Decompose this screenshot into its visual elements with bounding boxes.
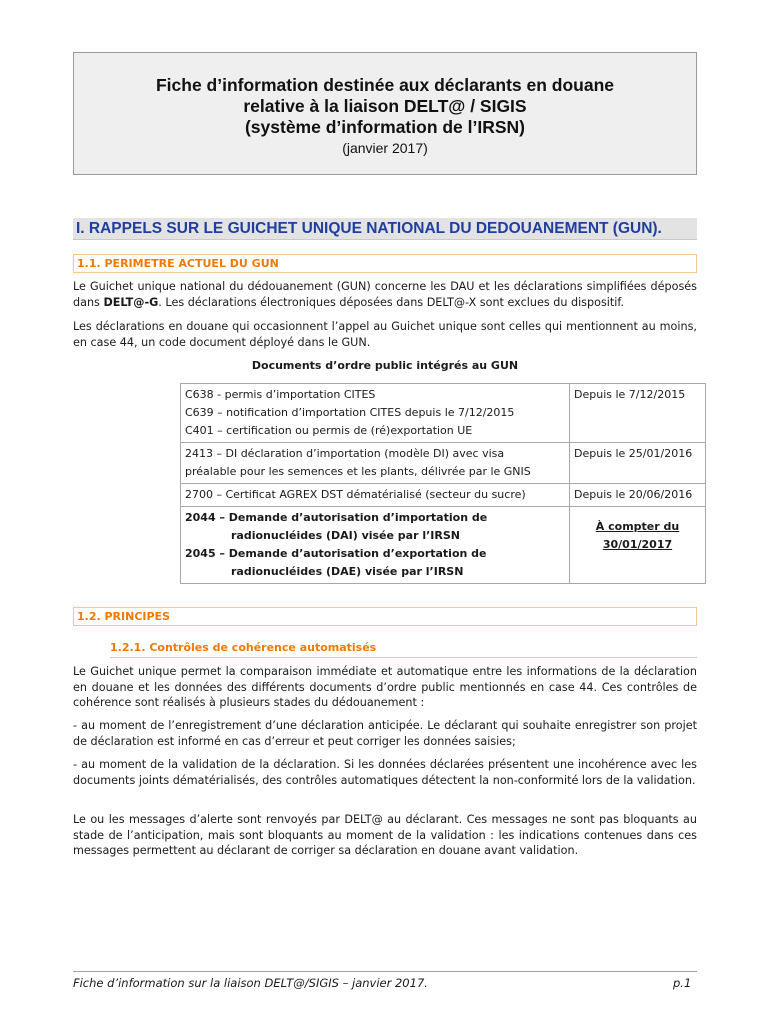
table-cell-documents xyxy=(181,443,570,484)
paragraph-gun-scope-part-a: Le Guichet unique national du dédouanement (GUN) concerne les DAU et les déclarations simplifiées déposés dans xyxy=(73,280,697,309)
paragraph-coherence-intro: Le Guichet unique permet la comparaison immédiate et automatique entre les informations de la déclaration en douane et les données des différents documents d’ordre public mentionnés en case 44. Ces contrôles de cohérence sont réalisés à plusieurs stades du dédouanement : xyxy=(73,665,697,709)
paragraph-anticipation: - au moment de l’enregistrement d’une déclaration anticipée. Le déclarant qui souhaite enregistrer son projet de déclaration est informé en cas d’erreur et peut corriger les données saisies; xyxy=(73,719,697,748)
start-date-label: À compter du xyxy=(595,520,680,533)
footer-divider xyxy=(73,971,697,972)
document-entry: 2413 – DI déclaration d’importation (modèle DI) avec visa xyxy=(185,447,505,460)
table-cell-documents xyxy=(181,507,570,584)
table-cell-date: Depuis le 7/12/2015 xyxy=(570,384,706,443)
paragraph-alert-messages: Le ou les messages d’alerte sont renvoyés par DELT@ au déclarant. Ces messages ne sont pas bloquants au stade de l’anticipation, mais sont bloquants au moment de la validation : les indications contenues dans ces messages permettent au déclarant de corriger sa déclaration en douane avant validation. xyxy=(73,813,697,857)
document-entry: C639 – notification d’importation CITES depuis le 7/12/2015 xyxy=(185,406,515,419)
table-cell-date xyxy=(570,507,706,584)
paragraph-validation: - au moment de la validation de la déclaration. Si les données déclarées présentent une incohérence avec les documents joints dématérialisés, des contrôles automatiques détectent la non-conformité lors de la validation. xyxy=(73,758,697,787)
page-number: p.1 xyxy=(673,976,692,990)
document-title-line-2: relative à la liaison DELT@ / SIGIS xyxy=(243,96,527,116)
document-date: (janvier 2017) xyxy=(342,140,428,156)
paragraph-gun-scope-part-c: . Les déclarations électroniques déposées dans DELT@-X sont exclues du dispositif. xyxy=(158,295,625,309)
footer-text: Fiche d’information sur la liaison DELT@/SIGIS – janvier 2017. xyxy=(73,976,428,990)
table-cell-documents xyxy=(181,384,570,443)
paragraph-gun-scope xyxy=(73,279,697,310)
paragraph-gun-trigger: Les déclarations en douane qui occasionnent l’appel au Guichet unique sont celles qui mentionnent au moins, en case 44, un code document déployé dans le GUN. xyxy=(73,320,697,349)
document-entry-2044: 2044 – Demande d’autorisation d’importation de xyxy=(185,511,488,524)
subsection-1-2-1-heading: 1.2.1. Contrôles de cohérence automatisés xyxy=(110,639,697,658)
title-box xyxy=(73,52,697,175)
document-title-line-3: (système d’information de l’IRSN) xyxy=(244,117,526,137)
documents-table xyxy=(180,383,706,584)
document-entry-2044-cont: radionucléides (DAI) visée par l’IRSN xyxy=(231,529,460,542)
start-date-value: 30/01/2017 xyxy=(602,538,673,551)
document-title-line-1: Fiche d’information destinée aux déclarants en douane xyxy=(155,75,615,95)
table-row xyxy=(181,507,706,584)
delta-g-term: DELT@-G xyxy=(103,295,159,309)
subsection-1-2-heading: 1.2. PRINCIPES xyxy=(73,607,697,626)
table-caption: Documents d’ordre public intégrés au GUN xyxy=(251,359,519,372)
table-row xyxy=(181,384,706,443)
subsection-1-1-heading: 1.1. PERIMETRE ACTUEL DU GUN xyxy=(73,254,697,273)
table-cell-documents: 2700 – Certificat AGREX DST dématérialisé (secteur du sucre) xyxy=(181,484,570,507)
document-entry-2045: 2045 – Demande d’autorisation d’exportation de xyxy=(185,547,487,560)
document-entry: préalable pour les semences et les plants, délivrée par le GNIS xyxy=(185,465,531,478)
table-row xyxy=(181,484,706,507)
document-entry-2045-cont: radionucléides (DAE) visée par l’IRSN xyxy=(231,565,464,578)
table-row xyxy=(181,443,706,484)
table-cell-date: Depuis le 25/01/2016 xyxy=(570,443,706,484)
section-1-heading: I. RAPPELS SUR LE GUICHET UNIQUE NATIONAL DU DEDOUANEMENT (GUN). xyxy=(73,218,697,240)
table-cell-date: Depuis le 20/06/2016 xyxy=(570,484,706,507)
document-entry: C401 – certification ou permis de (ré)exportation UE xyxy=(185,424,473,437)
document-entry: C638 - permis d’importation CITES xyxy=(185,388,376,401)
